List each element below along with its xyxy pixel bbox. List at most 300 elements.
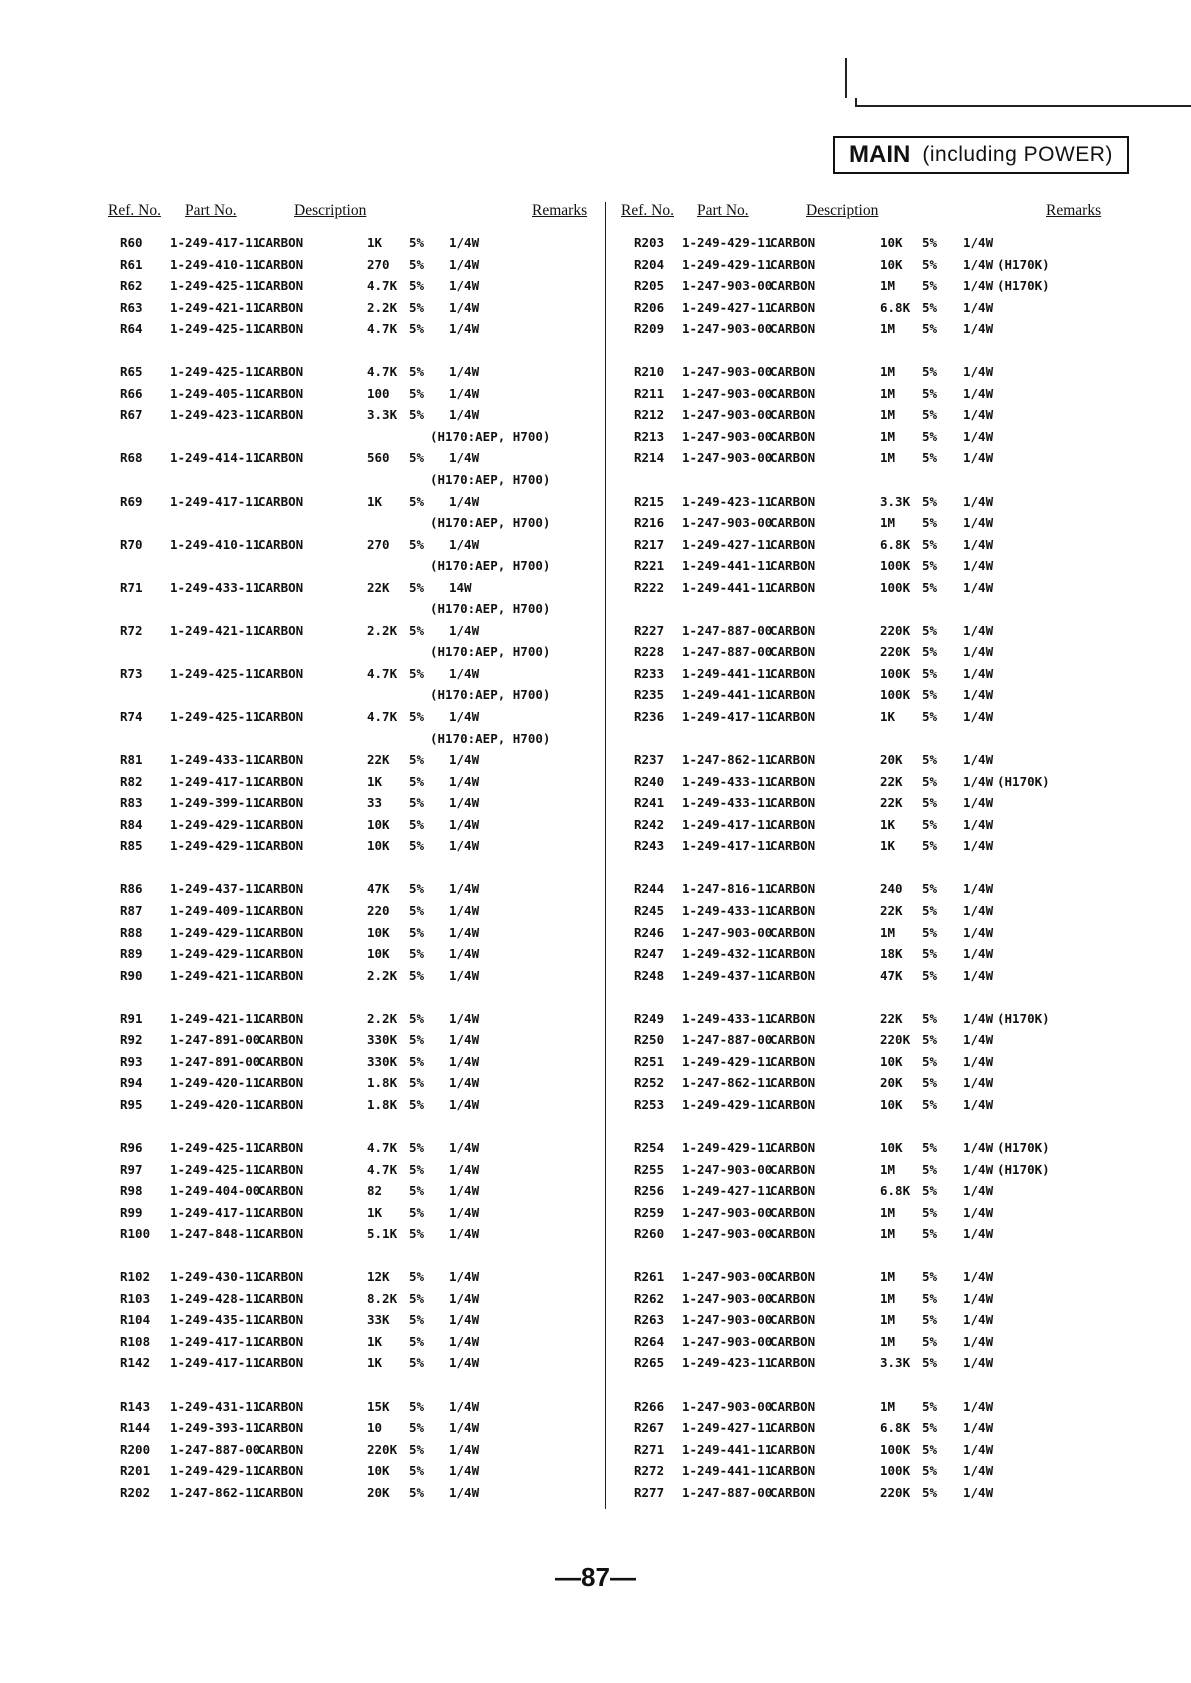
tolerance: 5% bbox=[409, 1441, 425, 1457]
remarks: (H170K) bbox=[997, 1139, 1050, 1155]
tolerance: 5% bbox=[922, 752, 938, 768]
description: CARBON bbox=[770, 1355, 816, 1371]
corner-line-horizontal bbox=[855, 105, 1191, 107]
part-no: 1-249-429-11 bbox=[682, 256, 773, 272]
part-no: 1-247-816-11 bbox=[682, 881, 773, 897]
part-no: 1-247-903-00 bbox=[682, 515, 773, 531]
ref-no: R100 bbox=[120, 1226, 151, 1242]
part-no: 1-249-420-11 bbox=[170, 1075, 261, 1091]
wattage: 1/4W bbox=[449, 278, 480, 294]
wattage: 1/4W bbox=[963, 1484, 994, 1500]
table-row bbox=[0, 426, 1191, 448]
part-no: 1-249-441-11 bbox=[682, 687, 773, 703]
value: 220K bbox=[880, 644, 911, 660]
remark-note: (H170:AEP, H700) bbox=[430, 687, 551, 703]
ref-no: R143 bbox=[120, 1398, 151, 1414]
tolerance: 5% bbox=[922, 407, 938, 423]
header-part-no: Part No. bbox=[697, 202, 749, 219]
wattage: 1/4W bbox=[449, 1139, 480, 1155]
ref-no: R254 bbox=[634, 1139, 665, 1155]
tolerance: 5% bbox=[922, 881, 938, 897]
part-no: 1-249-410-11 bbox=[170, 256, 261, 272]
description: CARBON bbox=[258, 881, 304, 897]
part-no: 1-249-425-11 bbox=[170, 665, 261, 681]
wattage: 1/4W bbox=[963, 1398, 994, 1414]
ref-no: R264 bbox=[634, 1333, 665, 1349]
value: 18K bbox=[880, 946, 903, 962]
value: 560 bbox=[367, 450, 390, 466]
value: 6.8K bbox=[880, 536, 911, 552]
wattage: 1/4W bbox=[963, 1312, 994, 1328]
tolerance: 5% bbox=[409, 1484, 425, 1500]
description: CARBON bbox=[770, 1463, 816, 1479]
tolerance: 5% bbox=[922, 1290, 938, 1306]
description: CARBON bbox=[770, 687, 816, 703]
ref-no: R89 bbox=[120, 946, 143, 962]
value: 270 bbox=[367, 256, 390, 272]
value: 8.2K bbox=[367, 1290, 398, 1306]
description: CARBON bbox=[258, 752, 304, 768]
description: CARBON bbox=[258, 1096, 304, 1112]
part-no: 1-249-425-11 bbox=[170, 364, 261, 380]
description: CARBON bbox=[258, 967, 304, 983]
ref-no: R209 bbox=[634, 321, 665, 337]
ref-no: R62 bbox=[120, 278, 143, 294]
tolerance: 5% bbox=[409, 1463, 425, 1479]
part-no: 1-247-903-00 bbox=[682, 1312, 773, 1328]
part-no: 1-247-903-00 bbox=[682, 1269, 773, 1285]
part-no: 1-249-429-11 bbox=[682, 1096, 773, 1112]
value: 2.2K bbox=[367, 1010, 398, 1026]
description: CARBON bbox=[258, 665, 304, 681]
table-row bbox=[0, 1051, 1191, 1073]
part-no: 1-247-903-00 bbox=[682, 1290, 773, 1306]
tolerance: 5% bbox=[409, 1010, 425, 1026]
tolerance: 5% bbox=[409, 924, 425, 940]
tolerance: 5% bbox=[922, 1204, 938, 1220]
description: CARBON bbox=[770, 536, 816, 552]
value: 1K bbox=[367, 1333, 383, 1349]
value: 33 bbox=[367, 795, 383, 811]
ref-no: R68 bbox=[120, 450, 143, 466]
ref-no: R91 bbox=[120, 1010, 143, 1026]
description: CARBON bbox=[258, 1269, 304, 1285]
wattage: 1/4W bbox=[963, 1032, 994, 1048]
tolerance: 5% bbox=[409, 450, 425, 466]
description: CARBON bbox=[770, 450, 816, 466]
description: CARBON bbox=[770, 1333, 816, 1349]
tolerance: 5% bbox=[409, 1183, 425, 1199]
wattage: 1/4W bbox=[963, 256, 994, 272]
row-spacer bbox=[0, 1374, 1191, 1396]
ref-no: R104 bbox=[120, 1312, 151, 1328]
tolerance: 5% bbox=[409, 1290, 425, 1306]
description: CARBON bbox=[770, 407, 816, 423]
tolerance: 5% bbox=[922, 1075, 938, 1091]
table-row bbox=[0, 1072, 1191, 1094]
ref-no: R88 bbox=[120, 924, 143, 940]
wattage: 1/4W bbox=[963, 1420, 994, 1436]
tolerance: 5% bbox=[409, 946, 425, 962]
ref-no: R252 bbox=[634, 1075, 665, 1091]
table-row bbox=[0, 1029, 1191, 1051]
description: CARBON bbox=[770, 1398, 816, 1414]
value: 330K bbox=[367, 1053, 398, 1069]
page-number: —87— bbox=[555, 1562, 636, 1592]
tolerance: 5% bbox=[922, 687, 938, 703]
tolerance: 5% bbox=[922, 1032, 938, 1048]
part-no: 1-249-429-11 bbox=[682, 1139, 773, 1155]
row-spacer bbox=[0, 1115, 1191, 1137]
remarks: (H170K) bbox=[997, 773, 1050, 789]
remark-note: (H170:AEP, H700) bbox=[430, 644, 551, 660]
tolerance: 5% bbox=[922, 795, 938, 811]
value: 1.8K bbox=[367, 1096, 398, 1112]
description: CARBON bbox=[770, 795, 816, 811]
value: 10K bbox=[880, 256, 903, 272]
table-row bbox=[0, 641, 1191, 663]
tolerance: 5% bbox=[409, 838, 425, 854]
description: CARBON bbox=[258, 622, 304, 638]
wattage: 1/4W bbox=[449, 321, 480, 337]
value: 2.2K bbox=[367, 299, 398, 315]
value: 1M bbox=[880, 450, 896, 466]
table-row bbox=[0, 318, 1191, 340]
wattage: 1/4W bbox=[963, 816, 994, 832]
value: 1M bbox=[880, 1269, 896, 1285]
wattage: 1/4W bbox=[449, 536, 480, 552]
wattage: 1/4W bbox=[963, 665, 994, 681]
table-row bbox=[0, 1094, 1191, 1116]
tolerance: 5% bbox=[922, 1139, 938, 1155]
wattage: 1/4W bbox=[449, 407, 480, 423]
value: 6.8K bbox=[880, 1420, 911, 1436]
description: CARBON bbox=[258, 1355, 304, 1371]
ref-no: R247 bbox=[634, 946, 665, 962]
ref-no: R267 bbox=[634, 1420, 665, 1436]
wattage: 1/4W bbox=[963, 644, 994, 660]
part-no: 1-247-862-11 bbox=[682, 1075, 773, 1091]
value: 100K bbox=[880, 1441, 911, 1457]
description: CARBON bbox=[258, 299, 304, 315]
wattage: 1/4W bbox=[963, 1355, 994, 1371]
remark-note: (H170:AEP, H700) bbox=[430, 601, 551, 617]
ref-no: R237 bbox=[634, 752, 665, 768]
ref-no: R221 bbox=[634, 558, 665, 574]
part-no: 1-249-421-11 bbox=[170, 1010, 261, 1026]
description: CARBON bbox=[770, 752, 816, 768]
ref-no: R93 bbox=[120, 1053, 143, 1069]
description: CARBON bbox=[258, 536, 304, 552]
part-no: 1-247-891-00 bbox=[170, 1032, 261, 1048]
description: CARBON bbox=[770, 321, 816, 337]
description: CARBON bbox=[258, 321, 304, 337]
wattage: 1/4W bbox=[449, 1463, 480, 1479]
header-remarks: Remarks bbox=[532, 202, 588, 219]
part-no: 1-247-862-11 bbox=[682, 752, 773, 768]
table-row bbox=[0, 1460, 1191, 1482]
tolerance: 5% bbox=[409, 665, 425, 681]
part-no: 1-249-417-11 bbox=[170, 1355, 261, 1371]
description: CARBON bbox=[770, 385, 816, 401]
tolerance: 5% bbox=[922, 579, 938, 595]
part-no: 1-249-410-11 bbox=[170, 536, 261, 552]
value: 240 bbox=[880, 881, 903, 897]
remark-note: (H170:AEP, H700) bbox=[430, 515, 551, 531]
description: CARBON bbox=[258, 1333, 304, 1349]
part-no: 1-247-903-00 bbox=[682, 407, 773, 423]
part-no: 1-249-417-11 bbox=[682, 838, 773, 854]
description: CARBON bbox=[770, 493, 816, 509]
value: 10K bbox=[367, 946, 390, 962]
description: CARBON bbox=[770, 299, 816, 315]
wattage: 1/4W bbox=[963, 1096, 994, 1112]
value: 220K bbox=[367, 1441, 398, 1457]
value: 15K bbox=[367, 1398, 390, 1414]
wattage: 1/4W bbox=[449, 816, 480, 832]
value: 1M bbox=[880, 1204, 896, 1220]
tolerance: 5% bbox=[409, 1139, 425, 1155]
table-row bbox=[0, 404, 1191, 426]
part-no: 1-249-427-11 bbox=[682, 299, 773, 315]
description: CARBON bbox=[258, 1312, 304, 1328]
ref-no: R66 bbox=[120, 385, 143, 401]
description: CARBON bbox=[770, 902, 816, 918]
ref-no: R235 bbox=[634, 687, 665, 703]
part-no: 1-249-425-11 bbox=[170, 321, 261, 337]
value: 220K bbox=[880, 1484, 911, 1500]
value: 100K bbox=[880, 1463, 911, 1479]
description: CARBON bbox=[770, 1096, 816, 1112]
ref-no: R271 bbox=[634, 1441, 665, 1457]
part-no: 1-247-848-11 bbox=[170, 1226, 261, 1242]
ref-no: R249 bbox=[634, 1010, 665, 1026]
header-description: Description bbox=[806, 202, 879, 219]
description: CARBON bbox=[770, 1204, 816, 1220]
wattage: 1/4W bbox=[449, 1333, 480, 1349]
value: 20K bbox=[880, 1075, 903, 1091]
description: CARBON bbox=[258, 235, 304, 250]
remark-note: (H170:AEP, H700) bbox=[430, 730, 551, 746]
table-row bbox=[0, 1202, 1191, 1224]
description: CARBON bbox=[770, 644, 816, 660]
corner-line-vertical bbox=[845, 58, 847, 98]
wattage: 1/4W bbox=[449, 838, 480, 854]
tolerance: 5% bbox=[409, 795, 425, 811]
table-row bbox=[0, 900, 1191, 922]
tolerance: 5% bbox=[409, 1053, 425, 1069]
value: 1M bbox=[880, 407, 896, 423]
tolerance: 5% bbox=[409, 1096, 425, 1112]
wattage: 1/4W bbox=[963, 299, 994, 315]
ref-no: R92 bbox=[120, 1032, 143, 1048]
part-no: 1-249-441-11 bbox=[682, 558, 773, 574]
part-no: 1-249-414-11 bbox=[170, 450, 261, 466]
value: 6.8K bbox=[880, 1183, 911, 1199]
wattage: 1/4W bbox=[449, 1420, 480, 1436]
value: 3.3K bbox=[367, 407, 398, 423]
tolerance: 5% bbox=[922, 1269, 938, 1285]
tolerance: 5% bbox=[409, 407, 425, 423]
wattage: 1/4W bbox=[449, 902, 480, 918]
part-no: 1-249-433-11 bbox=[682, 773, 773, 789]
part-no: 1-247-887-00 bbox=[682, 644, 773, 660]
table-row bbox=[0, 684, 1191, 706]
wattage: 1/4W bbox=[449, 1312, 480, 1328]
value: 1K bbox=[367, 773, 383, 789]
ref-no: R266 bbox=[634, 1398, 665, 1414]
table-row bbox=[0, 706, 1191, 728]
tolerance: 5% bbox=[409, 364, 425, 380]
description: CARBON bbox=[770, 1032, 816, 1048]
description: CARBON bbox=[770, 967, 816, 983]
tolerance: 5% bbox=[922, 1010, 938, 1026]
part-no: 1-249-441-11 bbox=[682, 1441, 773, 1457]
value: 1M bbox=[880, 321, 896, 337]
value: 100K bbox=[880, 558, 911, 574]
tolerance: 5% bbox=[922, 967, 938, 983]
ref-no: R99 bbox=[120, 1204, 143, 1220]
tolerance: 5% bbox=[922, 558, 938, 574]
part-no: 1-249-421-11 bbox=[170, 622, 261, 638]
ref-no: R253 bbox=[634, 1096, 665, 1112]
wattage: 1/4W bbox=[963, 428, 994, 444]
description: CARBON bbox=[258, 278, 304, 294]
wattage: 1/4W bbox=[449, 881, 480, 897]
wattage: 1/4W bbox=[449, 795, 480, 811]
remark-note: (H170:AEP, H700) bbox=[430, 428, 551, 444]
ref-no: R262 bbox=[634, 1290, 665, 1306]
description: CARBON bbox=[770, 1139, 816, 1155]
tolerance: 5% bbox=[922, 1355, 938, 1371]
ref-no: R70 bbox=[120, 536, 143, 552]
tolerance: 5% bbox=[922, 902, 938, 918]
wattage: 1/4W bbox=[449, 1484, 480, 1500]
ref-no: R96 bbox=[120, 1139, 143, 1155]
description: CARBON bbox=[258, 902, 304, 918]
part-no: 1-249-417-11 bbox=[170, 235, 261, 250]
value: 4.7K bbox=[367, 278, 398, 294]
ref-no: R67 bbox=[120, 407, 143, 423]
header-remarks: Remarks bbox=[1046, 202, 1102, 219]
tolerance: 5% bbox=[409, 709, 425, 725]
ref-no: R246 bbox=[634, 924, 665, 940]
ref-no: R244 bbox=[634, 881, 665, 897]
part-no: 1-249-421-11 bbox=[170, 967, 261, 983]
tolerance: 5% bbox=[922, 1161, 938, 1177]
right-parts-list bbox=[0, 232, 1191, 1503]
tolerance: 5% bbox=[922, 536, 938, 552]
table-row bbox=[0, 1352, 1191, 1374]
table-row bbox=[0, 814, 1191, 836]
value: 4.7K bbox=[367, 1139, 398, 1155]
value: 4.7K bbox=[367, 321, 398, 337]
description: CARBON bbox=[770, 924, 816, 940]
tolerance: 5% bbox=[922, 321, 938, 337]
part-no: 1-249-409-11 bbox=[170, 902, 261, 918]
remark-note: (H170:AEP, H700) bbox=[430, 472, 551, 488]
wattage: 1/4W bbox=[449, 1355, 480, 1371]
value: 1K bbox=[367, 235, 383, 250]
ref-no: R241 bbox=[634, 795, 665, 811]
ref-no: R210 bbox=[634, 364, 665, 380]
wattage: 1/4W bbox=[963, 1183, 994, 1199]
wattage: 1/4W bbox=[449, 1290, 480, 1306]
part-no: 1-249-430-11 bbox=[170, 1269, 261, 1285]
value: 1M bbox=[880, 278, 896, 294]
table-row bbox=[0, 1482, 1191, 1504]
value: 220 bbox=[367, 902, 390, 918]
tolerance: 5% bbox=[922, 946, 938, 962]
value: 10K bbox=[880, 1139, 903, 1155]
value: 4.7K bbox=[367, 364, 398, 380]
wattage: 1/4W bbox=[963, 1333, 994, 1349]
table-row bbox=[0, 1288, 1191, 1310]
tolerance: 5% bbox=[922, 1312, 938, 1328]
wattage: 1/4W bbox=[963, 536, 994, 552]
description: CARBON bbox=[258, 1226, 304, 1242]
value: 220K bbox=[880, 1032, 911, 1048]
part-no: 1-249-437-11 bbox=[682, 967, 773, 983]
description: CARBON bbox=[258, 1441, 304, 1457]
part-no: 1-249-437-11 bbox=[170, 881, 261, 897]
part-no: 1-249-429-11 bbox=[170, 1463, 261, 1479]
description: CARBON bbox=[770, 709, 816, 725]
wattage: 1/4W bbox=[963, 687, 994, 703]
wattage: 1/4W bbox=[449, 1096, 480, 1112]
corner-line-tick bbox=[855, 98, 857, 105]
part-no: 1-249-423-11 bbox=[170, 407, 261, 423]
table-row bbox=[0, 1180, 1191, 1202]
tolerance: 5% bbox=[409, 622, 425, 638]
value: 20K bbox=[880, 752, 903, 768]
wattage: 1/4W bbox=[963, 558, 994, 574]
part-no: 1-249-404-00 bbox=[170, 1183, 261, 1199]
table-row bbox=[0, 577, 1191, 599]
part-no: 1-249-427-11 bbox=[682, 1420, 773, 1436]
description: CARBON bbox=[258, 579, 304, 595]
value: 1M bbox=[880, 924, 896, 940]
wattage: 1/4W bbox=[449, 1053, 480, 1069]
ref-no: R84 bbox=[120, 816, 143, 832]
tolerance: 5% bbox=[922, 1463, 938, 1479]
description: CARBON bbox=[258, 1290, 304, 1306]
table-row bbox=[0, 1008, 1191, 1030]
part-no: 1-249-417-11 bbox=[682, 816, 773, 832]
part-no: 1-249-405-11 bbox=[170, 385, 261, 401]
part-no: 1-247-862-11 bbox=[170, 1484, 261, 1500]
wattage: 1/4W bbox=[449, 622, 480, 638]
table-row bbox=[0, 1137, 1191, 1159]
part-no: 1-249-441-11 bbox=[682, 579, 773, 595]
value: 2.2K bbox=[367, 622, 398, 638]
tolerance: 5% bbox=[922, 838, 938, 854]
part-no: 1-247-887-00 bbox=[682, 622, 773, 638]
header-ref-no: Ref. No. bbox=[621, 202, 674, 219]
description: CARBON bbox=[770, 1441, 816, 1457]
value: 12K bbox=[367, 1269, 390, 1285]
value: 1M bbox=[880, 1333, 896, 1349]
description: CARBON bbox=[258, 364, 304, 380]
wattage: 1/4W bbox=[449, 1183, 480, 1199]
value: 10K bbox=[367, 838, 390, 854]
ref-no: R272 bbox=[634, 1463, 665, 1479]
table-row bbox=[0, 1439, 1191, 1461]
ref-no: R98 bbox=[120, 1183, 143, 1199]
value: 270 bbox=[367, 536, 390, 552]
value: 20K bbox=[367, 1484, 390, 1500]
tolerance: 5% bbox=[409, 235, 425, 250]
